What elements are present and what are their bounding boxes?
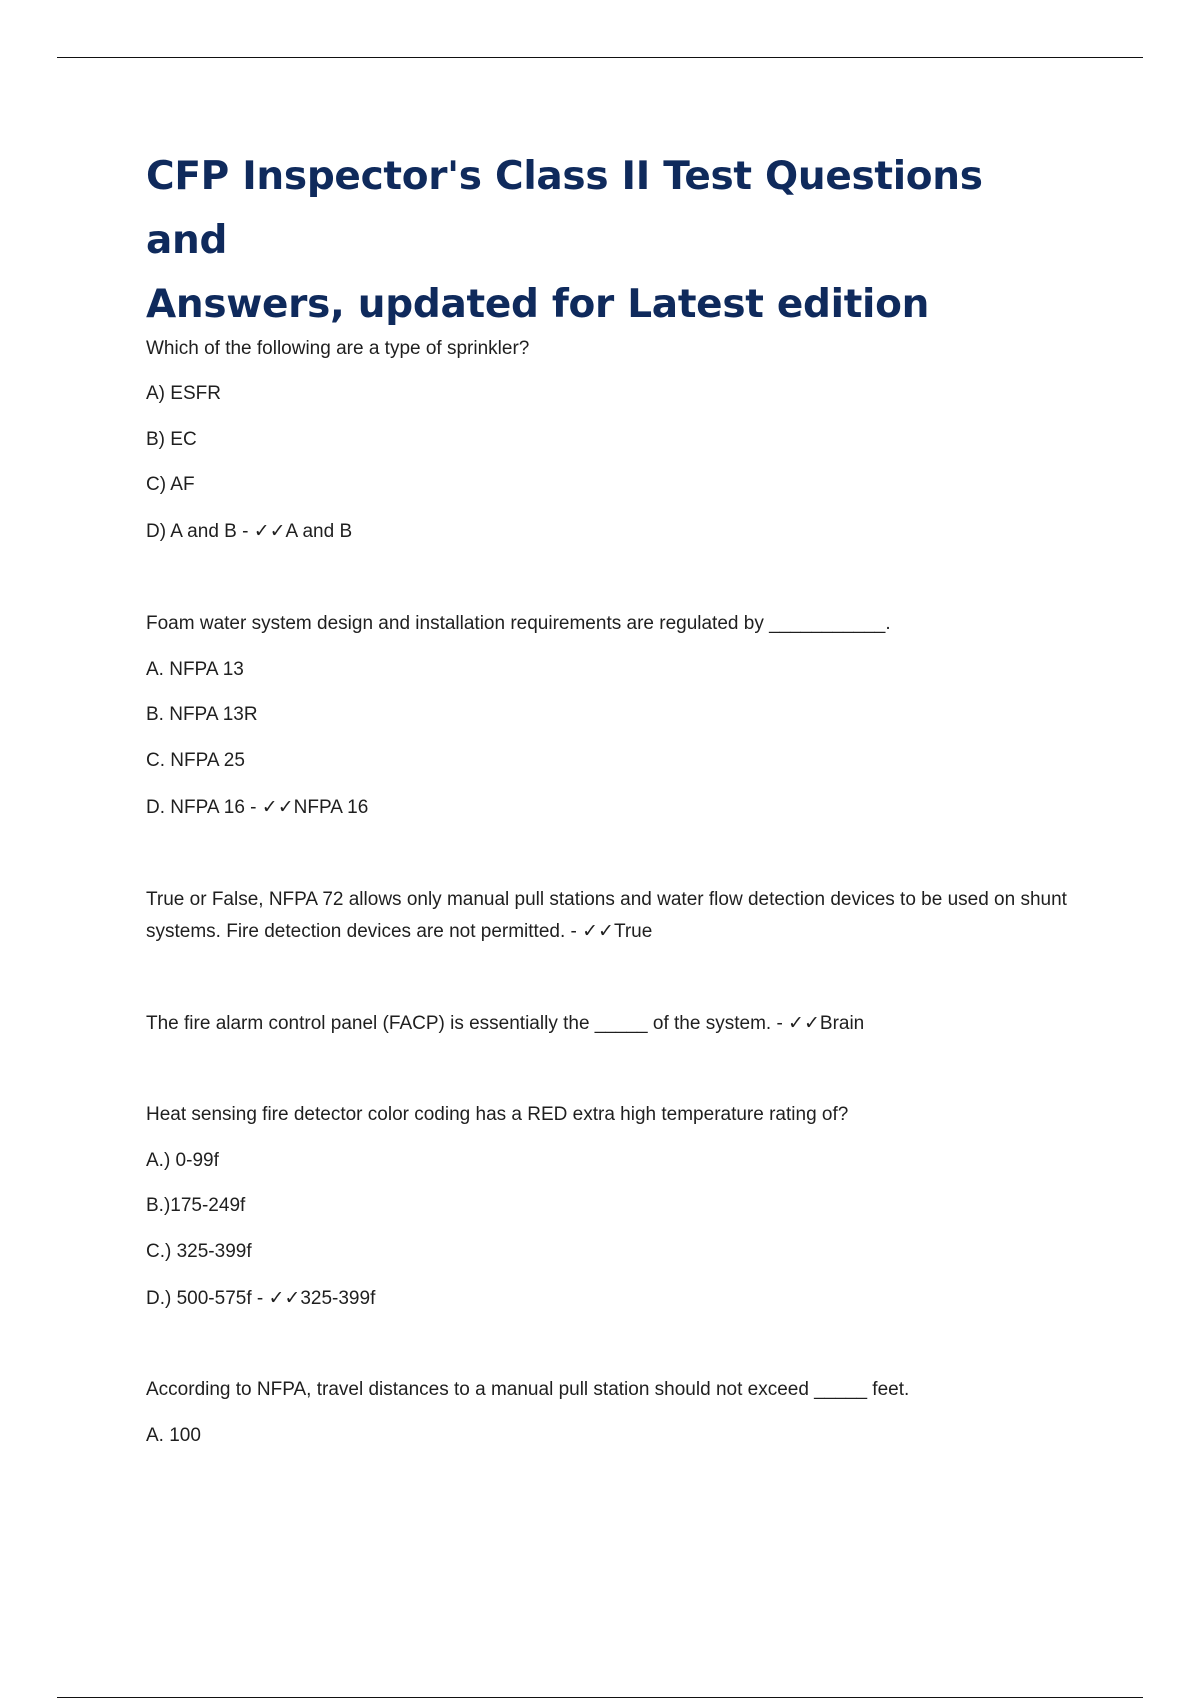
question-5-option-a: A.) 0-99f xyxy=(146,1150,219,1171)
question-2-option-b: B. NFPA 13R xyxy=(146,704,258,725)
question-6-prompt: According to NFPA, travel distances to a manual pull station should not exceed _____ feet. xyxy=(146,1379,910,1400)
title-line-2: Answers, updated for Latest edition xyxy=(146,282,930,327)
top-rule xyxy=(57,57,1143,58)
question-5-prompt: Heat sensing fire detector color coding has a RED extra high temperature rating of? xyxy=(146,1104,849,1125)
question-2-option-d: D. NFPA 16 - ✓✓NFPA 16 xyxy=(146,797,369,818)
question-2-option-a: A. NFPA 13 xyxy=(146,659,244,680)
question-1-option-d: D) A and B - ✓✓A and B xyxy=(146,521,353,542)
question-1-option-a: A) ESFR xyxy=(146,383,221,404)
question-5-option-c: C.) 325-399f xyxy=(146,1241,252,1262)
question-1-prompt: Which of the following are a type of sprinkler? xyxy=(146,338,530,359)
question-2-option-c: C. NFPA 25 xyxy=(146,750,245,771)
question-6-option-a: A. 100 xyxy=(146,1425,201,1446)
question-2-prompt: Foam water system design and installation requirements are regulated by ___________. xyxy=(146,613,891,634)
document-title xyxy=(146,145,1046,337)
question-5-option-b: B.)175-249f xyxy=(146,1195,246,1216)
question-5-option-d: D.) 500-575f - ✓✓325-399f xyxy=(146,1288,376,1309)
question-3-prompt: True or False, NFPA 72 allows only manual pull stations and water flow detection devices to be used on shunt systems. Fire detection devices are not permitted. - ✓✓True xyxy=(146,889,1067,942)
bottom-rule xyxy=(57,1697,1143,1698)
question-4-prompt: The fire alarm control panel (FACP) is essentially the _____ of the system. - ✓✓Brain xyxy=(146,1013,865,1034)
question-1-option-c: C) AF xyxy=(146,474,195,495)
question-1-option-b: B) EC xyxy=(146,429,197,450)
title-line-1: CFP Inspector's Class II Test Questions and xyxy=(146,154,983,263)
